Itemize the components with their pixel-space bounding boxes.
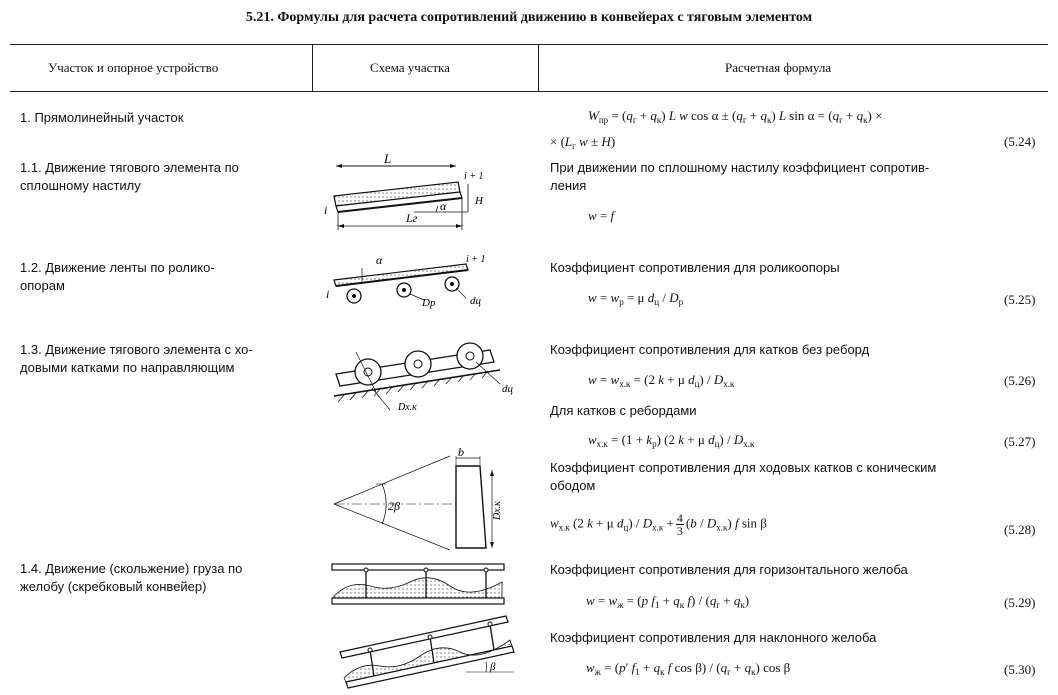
trough-top-chain [332,564,504,570]
header-formula: Расчетная формула [725,60,832,75]
label-Dxk-2: Dх.к [492,501,503,520]
label-Dxk: Dх.к [398,402,417,413]
incl-scraper-3 [490,624,494,650]
label-L: L [384,151,392,166]
scheme-conical-wheel [330,445,520,552]
text-1-3: Коэффициент сопротивления для катков без реборд [550,342,870,357]
text-1-3-conical-line1: Коэффициент сопротивления для ходовых катков с коническим [550,460,937,475]
text-1-2: Коэффициент сопротивления для роликоопоры [550,260,840,275]
scheme-belt-rollers [318,250,498,312]
label-alpha: α [440,199,447,213]
cone-line-top [334,456,450,504]
label-i: i [324,203,328,217]
incl-trough-top [340,616,508,658]
trough-load [334,578,502,598]
text-1-1-line2: ления [550,178,587,193]
formula-5-27: $w_{х.к} = (1 + k_р)$ (2 k + μ $d_ц) / D_{х.к}$ [588,432,755,449]
formula-5-24-line2: × ($L_г$ w ± H) [550,134,616,151]
formula-5-28: $w_{х.к}$ (2 k + μ $d_ц) / D_{х.к}$ + $\frac{4}{3}$ $(b / D_{х.к})$ f sin β [550,511,767,538]
header-divider-2 [538,44,539,91]
scheme-continuous-deck [318,152,498,236]
row-1-4-label-line1: 1.4. Движение (скольжение) груза по [20,561,243,576]
row-1-2-label-line2: опорам [20,278,65,293]
row-1-2-label-line1: 1.2. Движение ленты по ролико- [20,260,215,275]
row-1-3-label-line1: 1.3. Движение тягового элемента с хо- [20,342,253,357]
eq-number-5-27: (5.27) [1004,434,1036,449]
text-1-3-conical-line2: ободом [550,478,596,493]
formula-5-29: $w = w_ж = (p$ $f_1 + q_к$ $f) / (q_г + q_к)$ [586,593,750,610]
formula-5-24-line1: $W_{пр} = (q_г + q_к)$ L w $\cos \alpha \pm (q_г + q_к)$ L $\sin \alpha = (q_г + q_к)$ × [588,108,883,125]
eq-number-5-26: (5.26) [1004,373,1036,388]
text-1-3-flanged: Для катков с ребордами [550,403,697,418]
label-b: b [458,445,464,459]
label-alpha-2: α [376,253,383,267]
formula-w-equals-f: w = f [588,208,615,223]
label-i-plus-1-2: i + 1 [466,254,486,265]
eq-number-5-25: (5.25) [1004,292,1036,307]
eq-number-5-29: (5.29) [1004,595,1036,610]
formula-5-25: $w = w_р = \mu$ $d_ц / D_р$ [588,290,684,307]
eq-number-5-28: (5.28) [1004,522,1036,537]
label-beta: β [490,661,496,673]
label-i-plus-1: i + 1 [464,171,484,182]
header-bottom-rule [10,91,1048,92]
label-du: dц [470,295,481,307]
header-scheme: Схема участка [370,60,450,75]
eq-number-5-24: (5.24) [1004,134,1036,149]
label-Lg: Lг [406,211,418,225]
table-top-rule [10,44,1048,45]
formula-5-30: $w_ж = (p'$ $f_1 + q_к$ f $\cos \beta) / (q_г + q_к)$ cos β [586,660,791,677]
text-1-1-line1: При движении по сплошному настилу коэффициент сопротив- [550,160,930,175]
scheme-wheels-on-guides [330,338,513,420]
row-1-4-label-line2: желобу (скребковый конвейер) [20,579,207,594]
header-section: Участок и опорное устройство [48,60,219,75]
header-divider-1 [312,44,313,91]
scheme-horizontal-trough [330,560,510,610]
label-2beta: 2β [388,499,400,513]
formula-5-26: $w = w_{х.к} = (2$ k + μ $d_ц) / D_{х.к}$ [588,372,735,389]
label-Dp: Dр [422,297,436,309]
wheel-1 [355,359,381,385]
trough-bottom [332,598,504,604]
row-1-1-label-line2: сплошному настилу [20,178,141,193]
text-1-4-inclined: Коэффициент сопротивления для наклонного желоба [550,630,877,645]
text-1-4-horizontal: Коэффициент сопротивления для горизонтального желоба [550,562,908,577]
table-title: 5.21. Формулы для расчета сопротивлений движению в конвейерах с тяговым элементом [245,10,813,25]
label-i-2: i [326,287,330,301]
wheel-rim [456,466,486,548]
label-du-3: dц [502,383,513,395]
row-1-1-label-line1: 1.1. Движение тягового элемента по [20,160,239,175]
scheme-inclined-trough [336,612,520,692]
label-H: H [475,195,483,207]
row-1-3-label-line2: довыми катками по направляющим [20,360,235,375]
eq-number-5-30: (5.30) [1004,662,1036,677]
row-1-label: 1. Прямолинейный участок [20,110,184,125]
wheel-2 [405,351,431,377]
